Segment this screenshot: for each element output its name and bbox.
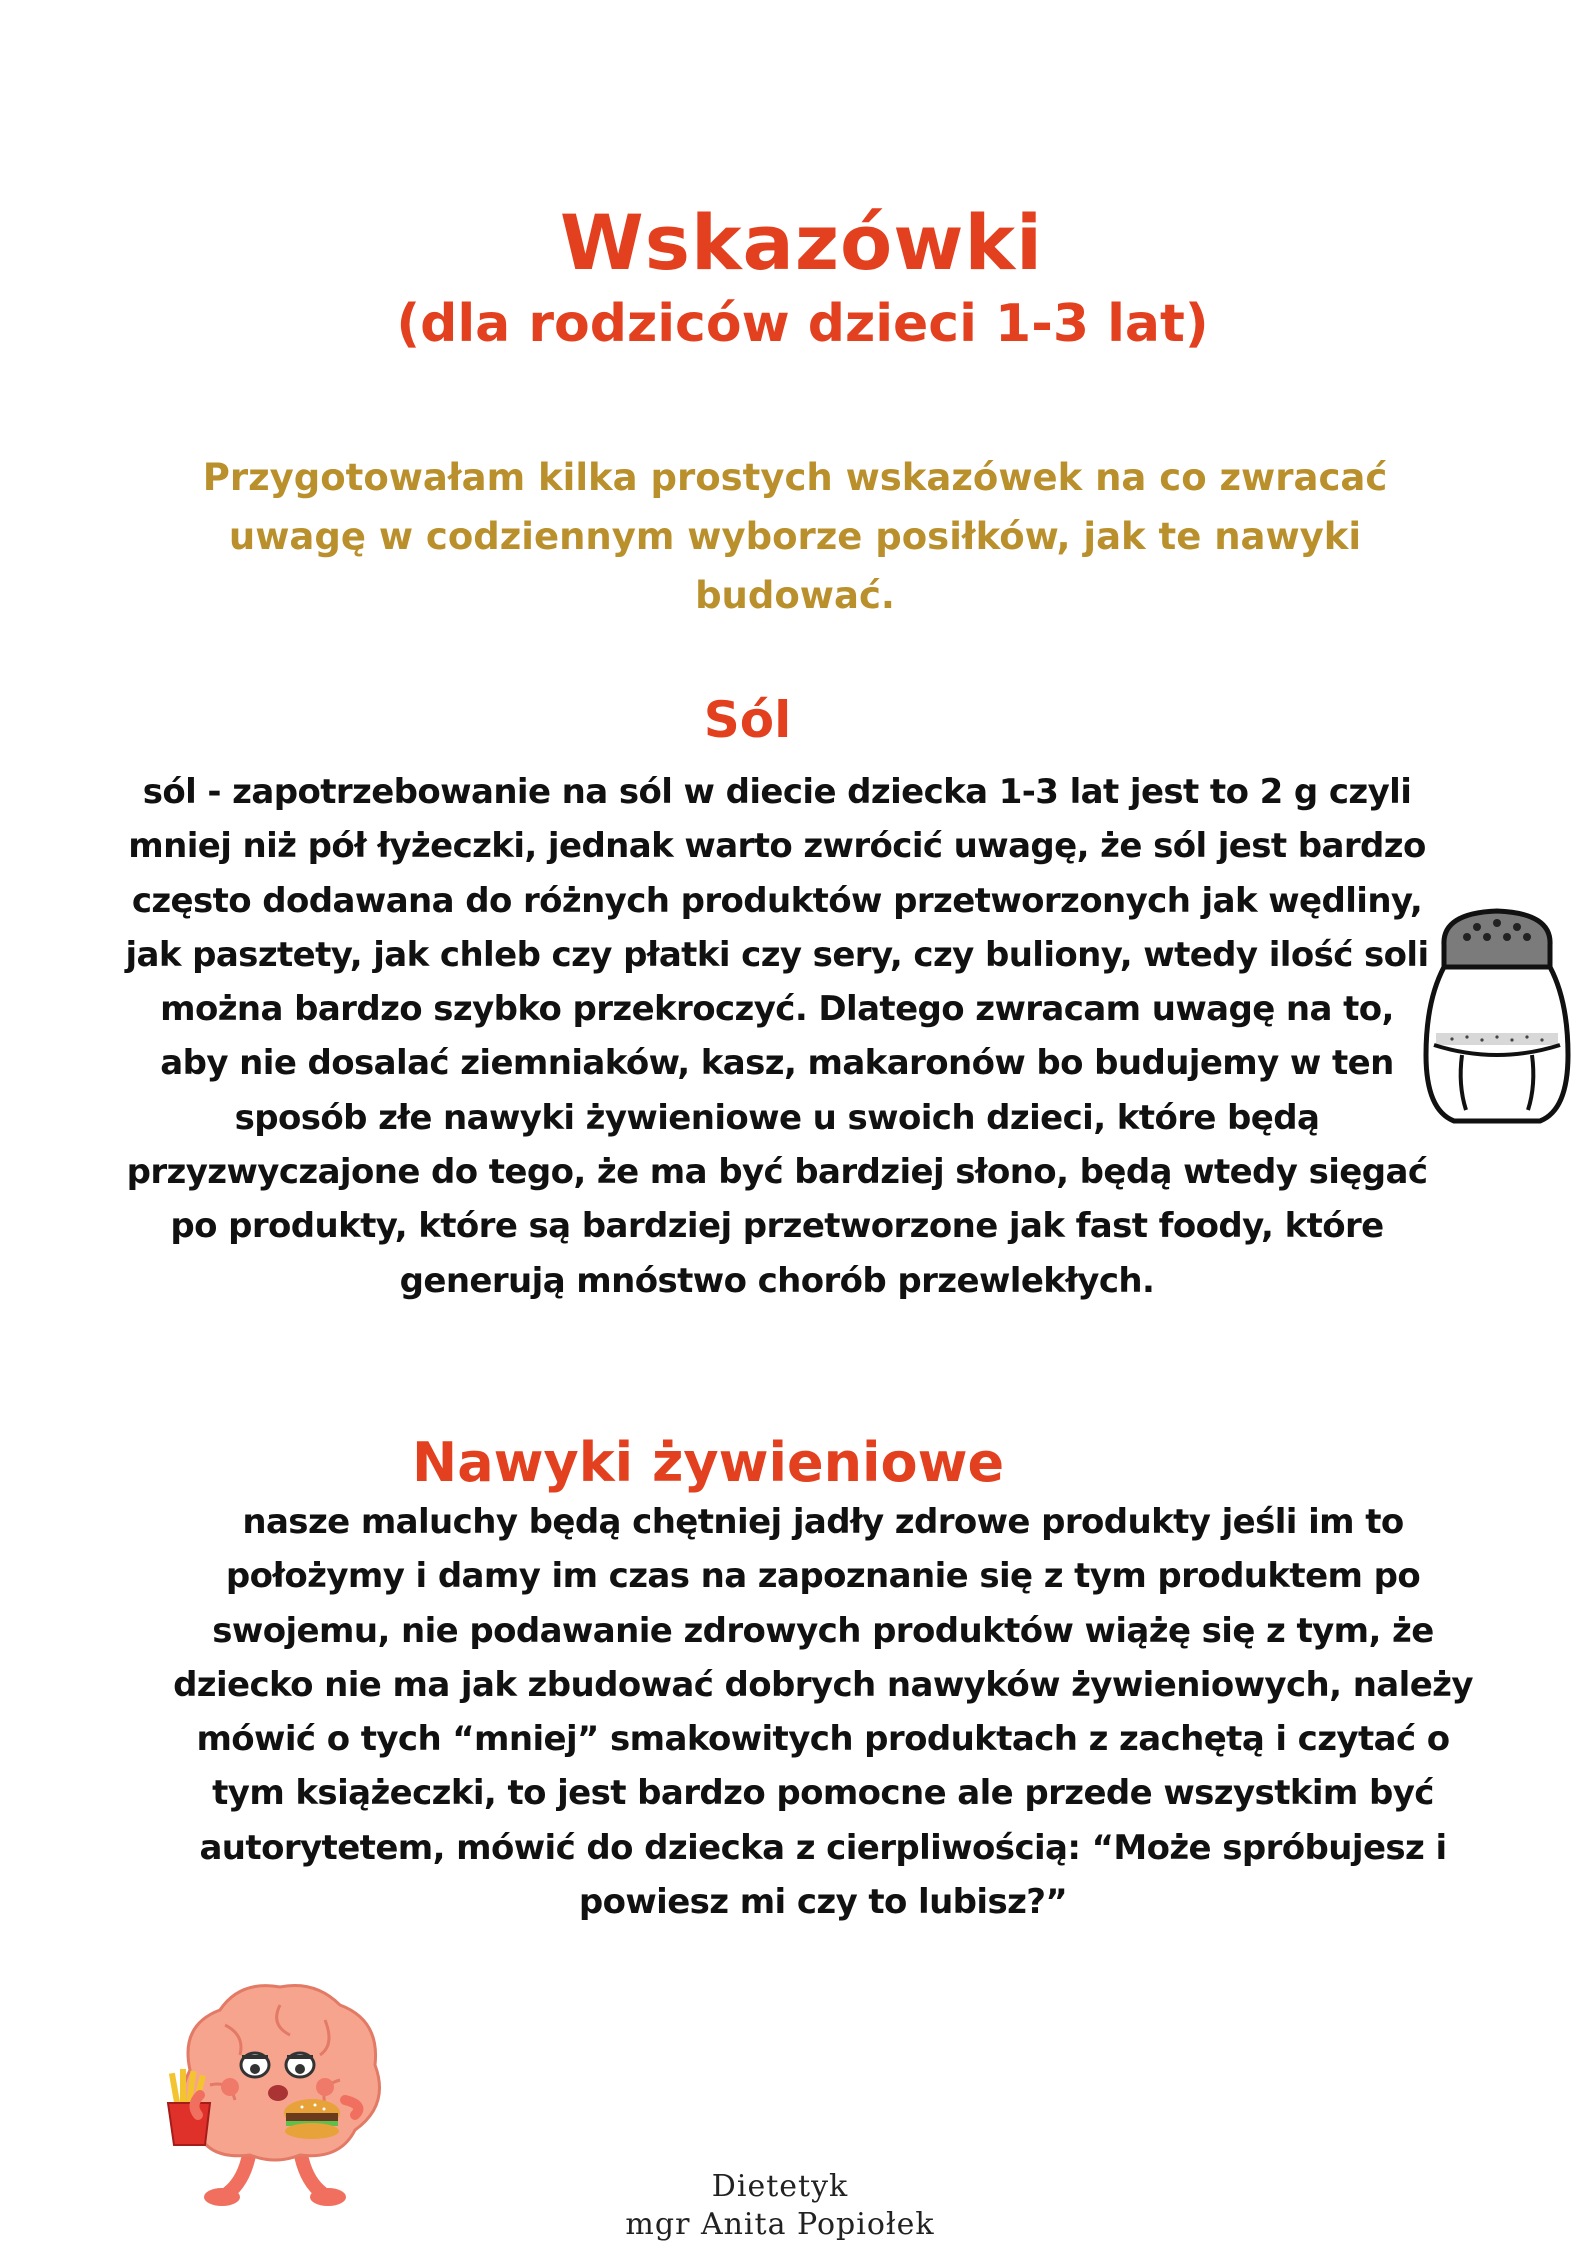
intro-paragraph: Przygotowałam kilka prostych wskazówek na co zwracać uwagę w codziennym wyborze posiłków, jak te nawyki budować. bbox=[202, 456, 1388, 617]
salt-shaker-icon bbox=[1422, 905, 1572, 1130]
page-title: Wskazówki bbox=[559, 198, 1044, 287]
page-subtitle: (dla rodziców dzieci 1-3 lat) bbox=[396, 294, 1209, 354]
habits-section-text: nasze maluchy będą chętniej jadły zdrowe produkty jeśli im to położymy i damy im czas na zapoznanie się z tym produktem po swojemu, nie podawanie zdrowych produktów wiążę się z tym, że dziecko nie ma jak zbudować dobrych nawyków żywieniowych, należy mówić o tych “mniej” smakowitych produktach z zachętą i czytać o tym książeczki, to jest bardzo pomocne ale przede wszystkim być autorytetem, mówić do dziecka z cierpliwością: “Może spróbujesz i powiesz mi czy to lubisz?” bbox=[173, 1502, 1473, 1923]
signature-name: mgr Anita Popiołek bbox=[625, 2207, 935, 2242]
salt-section-text: sól - zapotrzebowanie na sól w diecie dziecka 1-3 lat jest to 2 g czyli mniej niż pół łyżeczki, jednak warto zwrócić uwagę, że sól jest bardzo często dodawana do różnych produktów przetworzonych jak wędliny, jak pasztety, jak chleb czy płatki czy sery, czy buliony, wtedy ilość soli można bardzo szybko przekroczyć. Dlatego zwracam uwagę na to, aby nie dosalać ziemniaków, kasz, makaronów bo budujemy w ten sposób złe nawyki żywieniowe u swoich dzieci, które będą przyzwyczajone do tego, że ma być bardziej słono, będą wtedy sięgać po produkty, które są bardziej przetworzone jak fast foody, które generują mnóstwo chorób przewlekłych. bbox=[125, 772, 1429, 1301]
signature-title: Dietetyk bbox=[711, 2169, 849, 2204]
brain-mascot-icon bbox=[150, 1965, 410, 2210]
habits-section-heading: Nawyki żywieniowe bbox=[412, 1431, 1005, 1494]
signature bbox=[560, 2168, 1000, 2244]
salt-section-heading: Sól bbox=[703, 691, 792, 749]
